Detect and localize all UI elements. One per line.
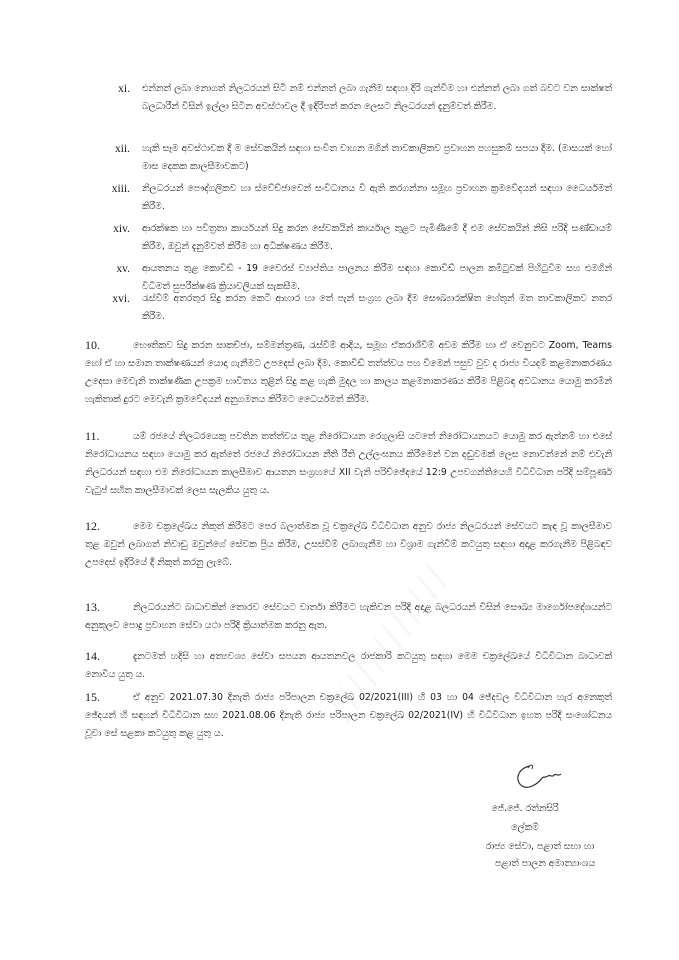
paragraph-text: ඒ අනුව 2021.07.30 දිනැති රාජ්‍ය පරිපාලන චක්‍රලේඛ 02/2021(III) හි 03 හා 04 ඡේදවල විධිවිධාන හැර අනෙකුත් ඡේදයන් හි සඳහන් විධිවිධාන සහ 2021.08.06 දිනැති රාජ්‍ය පරිපාලන චක්‍රලේඛ 02/2021(IV) හි විධිවිධාන ඉහත පරිදි සංශෝධනය වූවා සේ සළකා කටයුතු කළ යුතු ය.: [85, 692, 612, 739]
item-number: xiv.: [113, 223, 130, 235]
item-number: xii.: [114, 143, 130, 155]
paragraph-text: නිලධරයන්ට බාධාවකින් තොරව සේවයට වාර්තා කිරීමට හැකිවන පරිදි අදාළ බලධරයන් විසින් සෞඛ්‍ය මාර්ගෝපදේශයන්ට අනුකූලව පොදු ප්‍රවාහන සේවා යථා පරිදි ක්‍රියාත්මක කරනු ඇත.: [85, 602, 612, 631]
item-text: නිලධරයන් පෞද්ගලිකව හා ස්වේච්ඡාවෙන් සංවිධානය වී ඇති කරගන්නා සමූහ ප්‍රවාහන ක්‍රමවේදයන් සඳහා ධෛර්යමත් කිරීම.: [142, 183, 612, 212]
paragraph-number: 10.: [85, 338, 100, 352]
signatory-title: ලේකම්: [511, 822, 539, 833]
watermark: ////////////: [320, 555, 461, 730]
item-number: xvi.: [112, 293, 130, 305]
item-text: හැකි සෑම අවස්ථාවක දී ම සේවකයින් සඳහා සංවිත වාහන මගින් තාවකාලිකව ප්‍රවාහන පහසුකම් සපයා දීම. (මාසයක් හෝ මාස දෙකක කාලසීමාවකට): [142, 143, 612, 172]
item-number: xiii.: [111, 183, 130, 195]
paragraph-text: මෙම චක්‍රලේඛය නිකුත් කිරීමට පෙර බලාත්මක වූ චක්‍රලේඛ විධිවිධාන අනුව රාජ්‍ය නිලධරයන් සේවයට කැඳ වූ කාලසීමාව තුළ ඔවුන් ලබාගත් නිවාඩු ඔවුන්ගේ සේවක ප්‍රිය කිරීම, උසස්වීම් ලබාගැනීම හා විශ්‍රාම ගැන්වීම් කටයුතු සඳහා අදාළ කරගැනීම පිළිබඳව උපදෙස් ඉදිරියේ දී නිකුත් කරනු ලැබේ.: [85, 521, 612, 568]
paragraph-number: 13.: [85, 600, 100, 614]
paragraph-number: 11.: [85, 429, 100, 443]
paragraph-number: 12.: [85, 519, 100, 533]
item-number: xi.: [118, 83, 130, 95]
paragraph-text: දැනටමත් හදිසි හා අත්‍යවශ්‍ය සේවා සපයන ආයතනවල රාජකාරි කටයුතු සඳහා මෙම චක්‍රලේඛයේ විධිවිධාන බාධාවක් නොවිය යුතු ය.: [85, 651, 612, 680]
item-text: එන්නත් ලබා නොගත් නිලධරයන් සිටී නම් එන්නත් ලබා ගැනීම සඳහා දිරි ගැන්වීම හා එන්නත් ලබා ගත් බවට වන සාක්ෂත් බලධාරීන් විසින් ඉල්ලා සිටින අවස්ථාවල දී ඉදිරිපත් කරන ලෙසට නිලධරයන් දැනුම්වත් කිරීම.: [142, 83, 612, 112]
item-text: ආයතනය තුළ කොවිඩ් - 19 වෛරස් ව්‍යාප්තිය පාලනය කිරීම සඳහා කොවිඩ් පාලන කමිටුවක් පිහිටුවීම සහ එමගින් විධිමත් සුපරීක්ෂණ ක්‍රියාවලියක් සැකසීම.: [142, 263, 612, 292]
paragraph-number: 14.: [85, 649, 100, 663]
signatory-name: ජේ.ජේ. රත්නසිරි: [491, 803, 559, 814]
ministry-line-2: පළාත් පාලන අමාත්‍යාංශය: [494, 858, 596, 869]
item-text: ආරක්ෂක හා පවිත්‍රතා කාර්යයන් සිදු කරන සේවකයින් කාර්යාල තුළට පැමිණීමේ දී එම සේවකයින් නිසි පරිදි සණ්ඩායම් කිරීම, ඔවුන් දැනුම්වත් කිරීම හා අධීක්ෂණය කිරීම.: [142, 223, 612, 252]
paragraph-number: 15.: [85, 690, 100, 704]
paragraph-text: යම් රජයේ නිලධරයෙකු පවතින තත්ත්වය තුළ නිරෝධායන රෙගුලාසි යටතේ නිරෝධායනයට යොමු කර ඇත්නම් හා එසේ නිරෝධායනය සඳහා යොමු කර ඇත්තේ රජයේ නිරෝධායන නීති රීති උල්ලංඝනය කිරීමෙන් වන දඬුවමක් ලෙස නොවන්නේ නම් එවැනි නිලධරයන් සඳහා එම නිරෝධායන කාලසීමාව ආයතන සංග්‍රහයේ XII වැනි පරිච්ඡේදයේ 12:9 උපවගන්තියෙහි විධිවිධාන පරිදි සම්පූර්ණ වැටුප් සහිත කාලසීමාවක් ලෙස සැලකිය යුතු ය.: [85, 431, 612, 496]
paragraph-text: භෞතිකව සිදු කරන සාකච්ඡා, සම්මන්ත්‍රණ, රැස්වීම් ආදිය, සමූහ ඒකරාශීවීම් අවම කිරීම හා ඒ වෙනුවට Zoom, Teams හෝ ඒ හා සමාන තාක්ෂණයන් යොදා ගැනීමට උපදෙස් ලබා දීම. කොවිඩ් තත්ත්වය පහ වීමෙන් පසුව වුව ද රාජ්‍ය වියදම් කළමනාකරණය උදෙසා මෙවැනි තාක්ෂණික උපක්‍රම භාවිතය තුළින් සිදු කළ හැකි මුදල හා කාලය කළමනාකරණය කිරීම පිළිබඳ අවධානය යොමු කරමින් හැකිතාක් දුරට මෙවැනි ක්‍රමවේදයන් අනුගමනය කිරීමට ධෛර්යමත් කිරීම.: [85, 340, 612, 405]
handwritten-signature: [508, 760, 568, 800]
signature-block: [470, 760, 620, 910]
item-text: රැස්වීම් අතරතුර සිදු කරන කෙටි ආහාර හා තේ පැන් සංග්‍රහ ලබා දීම සෞඛ්‍යාරක්ෂිත හේතූන් මත තාවකාලිකව නතර කිරීම.: [142, 293, 612, 322]
item-number: xv.: [116, 263, 130, 275]
ministry-line-1: රාජ්‍ය සේවා, පළාත් සභා හා: [485, 841, 595, 852]
